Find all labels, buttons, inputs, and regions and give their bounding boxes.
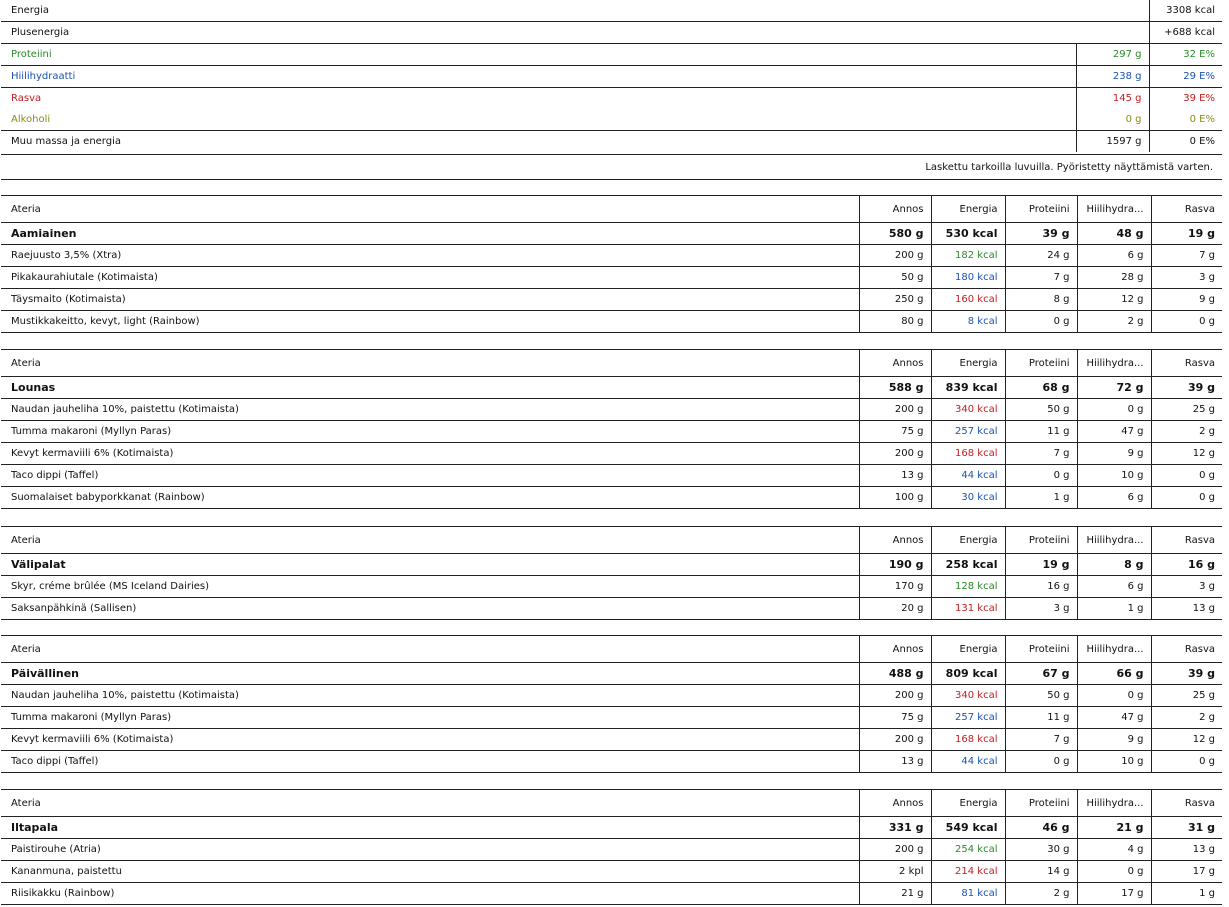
other-mass-label: Muu massa ja energia: [1, 131, 1076, 153]
col-header-meal: Ateria: [11, 534, 41, 546]
food-name: Tumma makaroni (Myllyn Paras): [1, 707, 859, 729]
food-protein: 50 g: [1005, 685, 1077, 707]
food-portion: 170 g: [859, 576, 931, 598]
meal-table: [1, 635, 1222, 773]
meal-total-carbs: 8 g: [1077, 554, 1151, 576]
meal-total-portion: 190 g: [859, 554, 931, 576]
meal-total-carbs: 72 g: [1077, 377, 1151, 399]
food-item-row: [1, 311, 1222, 333]
fat-percent: 39 E%: [1149, 88, 1222, 110]
meal-total-protein: 46 g: [1005, 817, 1077, 839]
col-header-meal: Ateria: [11, 797, 41, 809]
plus-energy-label: Plusenergia: [1, 22, 1149, 44]
food-protein: 0 g: [1005, 311, 1077, 333]
col-header-portion: Annos: [859, 790, 931, 817]
fat-grams: 145 g: [1076, 88, 1149, 110]
meal-total-row: [1, 554, 1222, 576]
food-item-row: [1, 465, 1222, 487]
col-header-energy: Energia: [931, 196, 1005, 223]
food-protein: 8 g: [1005, 289, 1077, 311]
food-portion: 200 g: [859, 839, 931, 861]
food-fat: 25 g: [1151, 399, 1222, 421]
col-header-meal: Ateria: [11, 203, 41, 215]
col-header-protein: Proteiini: [1005, 350, 1077, 377]
alcohol-label: Alkoholi: [11, 114, 51, 125]
food-carbs: 2 g: [1077, 311, 1151, 333]
summary-row-alcohol: [1, 109, 1222, 131]
summary-row-carbs: [1, 66, 1222, 88]
food-item-row: [1, 245, 1222, 267]
food-energy: 168 kcal: [931, 443, 1005, 465]
food-carbs: 6 g: [1077, 245, 1151, 267]
col-header-protein: Proteiini: [1005, 527, 1077, 554]
meal-total-protein: 68 g: [1005, 377, 1077, 399]
food-energy: 214 kcal: [931, 861, 1005, 883]
food-energy: 131 kcal: [931, 598, 1005, 620]
food-energy: 340 kcal: [931, 685, 1005, 707]
food-item-row: [1, 421, 1222, 443]
food-protein: 11 g: [1005, 707, 1077, 729]
food-name: Taco dippi (Taffel): [1, 465, 859, 487]
col-header-fat: Rasva: [1151, 790, 1222, 817]
food-protein: 7 g: [1005, 443, 1077, 465]
food-carbs: 9 g: [1077, 443, 1151, 465]
meal-name: Lounas: [1, 377, 859, 399]
food-portion: 2 kpl: [859, 861, 931, 883]
energy-summary-table: [1, 0, 1222, 152]
food-portion: 100 g: [859, 487, 931, 509]
food-portion: 13 g: [859, 751, 931, 773]
food-portion: 80 g: [859, 311, 931, 333]
food-portion: 75 g: [859, 421, 931, 443]
meal-name: Päivällinen: [1, 663, 859, 685]
col-header-fat: Rasva: [1151, 196, 1222, 223]
food-name: Suomalaiset babyporkkanat (Rainbow): [1, 487, 859, 509]
meal-total-fat: 31 g: [1151, 817, 1222, 839]
food-item-row: [1, 267, 1222, 289]
food-fat: 3 g: [1151, 267, 1222, 289]
food-fat: 1 g: [1151, 883, 1222, 905]
food-item-row: [1, 751, 1222, 773]
food-name: Kevyt kermaviili 6% (Kotimaista): [1, 443, 859, 465]
food-energy: 257 kcal: [931, 707, 1005, 729]
meal-header-row: [1, 527, 1222, 554]
other-mass-grams: 1597 g: [1076, 131, 1149, 153]
food-item-row: [1, 861, 1222, 883]
food-carbs: 47 g: [1077, 421, 1151, 443]
meal-table: [1, 526, 1222, 620]
food-protein: 3 g: [1005, 598, 1077, 620]
food-energy: 44 kcal: [931, 465, 1005, 487]
col-header-protein: Proteiini: [1005, 636, 1077, 663]
meal-header-row: [1, 636, 1222, 663]
food-item-row: [1, 839, 1222, 861]
food-protein: 1 g: [1005, 487, 1077, 509]
food-portion: 200 g: [859, 443, 931, 465]
meal-table: [1, 195, 1222, 333]
food-item-row: [1, 729, 1222, 751]
food-energy: 81 kcal: [931, 883, 1005, 905]
food-name: Kevyt kermaviili 6% (Kotimaista): [1, 729, 859, 751]
col-header-carbs: Hiilihydra...: [1077, 790, 1151, 817]
meal-total-row: [1, 663, 1222, 685]
food-energy: 257 kcal: [931, 421, 1005, 443]
food-carbs: 4 g: [1077, 839, 1151, 861]
food-portion: 200 g: [859, 399, 931, 421]
food-name: Tumma makaroni (Myllyn Paras): [1, 421, 859, 443]
food-item-row: [1, 685, 1222, 707]
meal-table: [1, 349, 1222, 509]
food-carbs: 9 g: [1077, 729, 1151, 751]
carbs-grams: 238 g: [1076, 66, 1149, 88]
summary-row-protein: [1, 44, 1222, 66]
food-protein: 11 g: [1005, 421, 1077, 443]
meal-total-fat: 16 g: [1151, 554, 1222, 576]
protein-label: Proteiini: [1, 44, 1076, 66]
food-fat: 25 g: [1151, 685, 1222, 707]
food-fat: 13 g: [1151, 598, 1222, 620]
food-fat: 12 g: [1151, 443, 1222, 465]
food-protein: 50 g: [1005, 399, 1077, 421]
meal-total-energy: 549 kcal: [931, 817, 1005, 839]
food-name: Saksanpähkinä (Sallisen): [1, 598, 859, 620]
food-item-row: [1, 598, 1222, 620]
meal-total-fat: 39 g: [1151, 377, 1222, 399]
food-carbs: 17 g: [1077, 883, 1151, 905]
rounding-note: Laskettu tarkoilla luvuilla. Pyöristetty näyttämistä varten.: [1, 154, 1222, 180]
meal-total-carbs: 21 g: [1077, 817, 1151, 839]
food-protein: 30 g: [1005, 839, 1077, 861]
meal-total-portion: 331 g: [859, 817, 931, 839]
meal-total-energy: 258 kcal: [931, 554, 1005, 576]
food-energy: 340 kcal: [931, 399, 1005, 421]
summary-row-fat: [1, 88, 1222, 110]
col-header-energy: Energia: [931, 350, 1005, 377]
food-carbs: 0 g: [1077, 861, 1151, 883]
food-fat: 9 g: [1151, 289, 1222, 311]
energy-label: Energia: [11, 5, 49, 16]
food-fat: 2 g: [1151, 707, 1222, 729]
food-carbs: 47 g: [1077, 707, 1151, 729]
meal-header-row: [1, 350, 1222, 377]
food-portion: 50 g: [859, 267, 931, 289]
meal-total-protein: 39 g: [1005, 223, 1077, 245]
meal-name: Aamiainen: [1, 223, 859, 245]
alcohol-grams: 0 g: [1076, 109, 1149, 131]
meal-name: Välipalat: [1, 554, 859, 576]
food-energy: 30 kcal: [931, 487, 1005, 509]
col-header-carbs: Hiilihydra...: [1077, 527, 1151, 554]
food-item-row: [1, 443, 1222, 465]
food-energy: 254 kcal: [931, 839, 1005, 861]
food-name: Mustikkakeitto, kevyt, light (Rainbow): [1, 311, 859, 333]
meal-total-energy: 530 kcal: [931, 223, 1005, 245]
food-fat: 0 g: [1151, 465, 1222, 487]
food-carbs: 6 g: [1077, 576, 1151, 598]
meal-total-carbs: 48 g: [1077, 223, 1151, 245]
food-portion: 20 g: [859, 598, 931, 620]
food-name: Riisikakku (Rainbow): [1, 883, 859, 905]
meal-total-portion: 488 g: [859, 663, 931, 685]
col-header-energy: Energia: [931, 636, 1005, 663]
food-portion: 13 g: [859, 465, 931, 487]
food-name: Naudan jauheliha 10%, paistettu (Kotimaista): [1, 685, 859, 707]
food-carbs: 0 g: [1077, 685, 1151, 707]
food-protein: 0 g: [1005, 751, 1077, 773]
food-protein: 24 g: [1005, 245, 1077, 267]
meal-total-protein: 19 g: [1005, 554, 1077, 576]
food-item-row: [1, 399, 1222, 421]
food-carbs: 10 g: [1077, 751, 1151, 773]
meal-total-fat: 19 g: [1151, 223, 1222, 245]
food-name: Pikakaurahiutale (Kotimaista): [1, 267, 859, 289]
meal-table: [1, 789, 1222, 905]
meal-total-fat: 39 g: [1151, 663, 1222, 685]
food-carbs: 28 g: [1077, 267, 1151, 289]
food-carbs: 10 g: [1077, 465, 1151, 487]
food-energy: 168 kcal: [931, 729, 1005, 751]
col-header-energy: Energia: [931, 790, 1005, 817]
summary-row-other-mass: [1, 131, 1222, 153]
food-energy: 160 kcal: [931, 289, 1005, 311]
col-header-meal: Ateria: [11, 357, 41, 369]
food-protein: 2 g: [1005, 883, 1077, 905]
other-mass-percent: 0 E%: [1149, 131, 1222, 153]
food-fat: 13 g: [1151, 839, 1222, 861]
food-name: Skyr, créme brûlée (MS Iceland Dairies): [1, 576, 859, 598]
food-protein: 16 g: [1005, 576, 1077, 598]
alcohol-percent: 0 E%: [1149, 109, 1222, 131]
meal-total-energy: 839 kcal: [931, 377, 1005, 399]
food-carbs: 1 g: [1077, 598, 1151, 620]
food-item-row: [1, 487, 1222, 509]
col-header-meal: Ateria: [11, 643, 41, 655]
food-energy: 8 kcal: [931, 311, 1005, 333]
col-header-carbs: Hiilihydra...: [1077, 196, 1151, 223]
col-header-portion: Annos: [859, 636, 931, 663]
col-header-portion: Annos: [859, 350, 931, 377]
food-name: Taco dippi (Taffel): [1, 751, 859, 773]
food-protein: 7 g: [1005, 267, 1077, 289]
food-portion: 200 g: [859, 245, 931, 267]
food-name: Naudan jauheliha 10%, paistettu (Kotimaista): [1, 399, 859, 421]
meal-total-row: [1, 377, 1222, 399]
protein-grams: 297 g: [1076, 44, 1149, 66]
col-header-fat: Rasva: [1151, 527, 1222, 554]
food-fat: 0 g: [1151, 487, 1222, 509]
food-energy: 182 kcal: [931, 245, 1005, 267]
food-energy: 128 kcal: [931, 576, 1005, 598]
meal-total-carbs: 66 g: [1077, 663, 1151, 685]
col-header-fat: Rasva: [1151, 636, 1222, 663]
food-item-row: [1, 289, 1222, 311]
food-fat: 17 g: [1151, 861, 1222, 883]
col-header-fat: Rasva: [1151, 350, 1222, 377]
meal-total-protein: 67 g: [1005, 663, 1077, 685]
food-fat: 7 g: [1151, 245, 1222, 267]
food-fat: 3 g: [1151, 576, 1222, 598]
food-protein: 14 g: [1005, 861, 1077, 883]
food-portion: 200 g: [859, 729, 931, 751]
food-item-row: [1, 576, 1222, 598]
food-fat: 12 g: [1151, 729, 1222, 751]
food-protein: 0 g: [1005, 465, 1077, 487]
meal-name: Iltapala: [1, 817, 859, 839]
food-energy: 180 kcal: [931, 267, 1005, 289]
col-header-protein: Proteiini: [1005, 196, 1077, 223]
meal-total-energy: 809 kcal: [931, 663, 1005, 685]
food-name: Kananmuna, paistettu: [1, 861, 859, 883]
energy-value: 3308 kcal: [1149, 0, 1222, 22]
summary-row-plus-energy: [1, 22, 1222, 44]
carbs-percent: 29 E%: [1149, 66, 1222, 88]
food-fat: 0 g: [1151, 751, 1222, 773]
food-protein: 7 g: [1005, 729, 1077, 751]
col-header-portion: Annos: [859, 196, 931, 223]
meal-total-row: [1, 817, 1222, 839]
food-portion: 250 g: [859, 289, 931, 311]
meal-total-row: [1, 223, 1222, 245]
col-header-energy: Energia: [931, 527, 1005, 554]
food-carbs: 0 g: [1077, 399, 1151, 421]
food-carbs: 6 g: [1077, 487, 1151, 509]
meal-header-row: [1, 196, 1222, 223]
col-header-portion: Annos: [859, 527, 931, 554]
meal-total-portion: 580 g: [859, 223, 931, 245]
food-item-row: [1, 883, 1222, 905]
col-header-carbs: Hiilihydra...: [1077, 350, 1151, 377]
food-name: Raejuusto 3,5% (Xtra): [1, 245, 859, 267]
food-name: Paistirouhe (Atria): [1, 839, 859, 861]
food-energy: 44 kcal: [931, 751, 1005, 773]
food-portion: 75 g: [859, 707, 931, 729]
food-carbs: 12 g: [1077, 289, 1151, 311]
food-portion: 200 g: [859, 685, 931, 707]
protein-percent: 32 E%: [1149, 44, 1222, 66]
food-fat: 0 g: [1151, 311, 1222, 333]
food-fat: 2 g: [1151, 421, 1222, 443]
fat-label: Rasva: [1, 88, 1076, 110]
col-header-carbs: Hiilihydra...: [1077, 636, 1151, 663]
summary-row-energy: [1, 0, 1222, 22]
carbs-label: Hiilihydraatti: [1, 66, 1076, 88]
food-portion: 21 g: [859, 883, 931, 905]
col-header-protein: Proteiini: [1005, 790, 1077, 817]
food-item-row: [1, 707, 1222, 729]
food-name: Täysmaito (Kotimaista): [1, 289, 859, 311]
meal-header-row: [1, 790, 1222, 817]
plus-energy-value: +688 kcal: [1149, 22, 1222, 44]
meal-total-portion: 588 g: [859, 377, 931, 399]
